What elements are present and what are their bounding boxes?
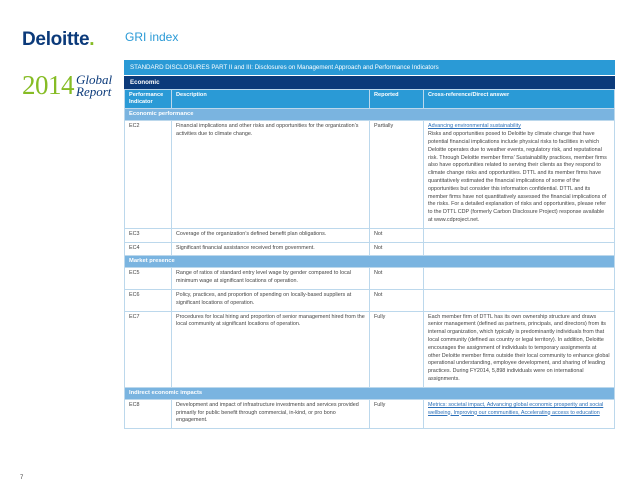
cross-reference-cell bbox=[424, 228, 615, 242]
reported-cell: Not bbox=[370, 228, 424, 242]
reported-cell: Fully bbox=[370, 311, 424, 387]
column-header-reported: Reported bbox=[370, 90, 424, 109]
reported-cell: Not bbox=[370, 268, 424, 290]
group-title: Economic performance bbox=[125, 109, 615, 121]
group-subheader bbox=[125, 109, 615, 121]
description-cell: Significant financial assistance received from government. bbox=[172, 242, 370, 256]
cross-reference-cell bbox=[424, 399, 615, 428]
description-cell: Procedures for local hiring and proportion of senior management hired from the local community at significant locations of operation. bbox=[172, 311, 370, 387]
table-row bbox=[125, 121, 615, 228]
reported-cell: Not bbox=[370, 289, 424, 311]
table-banner: STANDARD DISCLOSURES PART II and III: Disclosures on Management Approach and Performance Indicators bbox=[124, 60, 615, 75]
description-cell: Range of ratios of standard entry level wage by gender compared to local minimum wage at significant locations of operation. bbox=[172, 268, 370, 290]
global-report-year-logo bbox=[22, 72, 112, 99]
group-title: Indirect economic impacts bbox=[125, 387, 615, 399]
table-row bbox=[125, 228, 615, 242]
deloitte-logo: Deloitte. bbox=[22, 29, 95, 50]
column-header-description: Description bbox=[172, 90, 370, 109]
table-row bbox=[125, 311, 615, 387]
report-title-words: Global Report bbox=[76, 72, 113, 99]
group-title: Market presence bbox=[125, 256, 615, 268]
reported-cell: Not bbox=[370, 242, 424, 256]
description-cell: Financial implications and other risks and opportunities for the organization’s activities due to climate change. bbox=[172, 121, 370, 228]
reported-cell: Fully bbox=[370, 399, 424, 428]
cross-reference-cell bbox=[424, 121, 615, 228]
table-body bbox=[125, 109, 615, 429]
cross-reference-cell bbox=[424, 268, 615, 290]
description-cell: Coverage of the organization’s defined benefit plan obligations. bbox=[172, 228, 370, 242]
table-row bbox=[125, 268, 615, 290]
description-cell: Development and impact of infrastructure investments and services provided primarily for public benefit through commercial, in-kind, or pro bono engagement. bbox=[172, 399, 370, 428]
cross-reference-cell bbox=[424, 311, 615, 387]
indicator-cell: EC4 bbox=[125, 242, 172, 256]
table-row bbox=[125, 289, 615, 311]
indicator-cell: EC7 bbox=[125, 311, 172, 387]
section-header: Economic bbox=[124, 76, 615, 89]
cross-reference-cell bbox=[424, 242, 615, 256]
description-cell: Policy, practices, and proportion of spending on locally-based suppliers at significant locations of operation. bbox=[172, 289, 370, 311]
indicator-cell: EC6 bbox=[125, 289, 172, 311]
table-header-row bbox=[125, 90, 615, 109]
page-title: GRI index bbox=[125, 30, 179, 44]
indicator-cell: EC2 bbox=[125, 121, 172, 228]
gri-index-table-container bbox=[124, 60, 615, 429]
cross-reference-link[interactable]: Advancing environmental sustainability bbox=[428, 123, 521, 130]
column-header-indicator: Performance Indicator bbox=[125, 90, 172, 109]
cross-reference-link[interactable]: Metrics: societal impact, Advancing global economic prosperity and social wellbeing, Improving our communities, Accelerating access to education bbox=[428, 401, 604, 416]
year-number: 2014 bbox=[22, 70, 74, 100]
group-subheader bbox=[125, 256, 615, 268]
direct-answer-text: Risks and opportunities posed to Deloitte by climate change that have potential financial implications include physical risks to facilities in which Deloitte operates due to weather events, regulatory risk, and reputational risk. Through Deloitte member firms’ Sustainability practices, member firms also have opportunities related to serving their clients as they respond to climate change risks and opportunities. DTTL and its member firms have quantitatively estimated the financial implications of some of the opportunities but consider this information confidential. DTTL and its member firms have not quantitatively assessed the financial implications of the risks. For a detailed explanation of risks and opportunities, please refer to the DTTL CDP (formerly Carbon Disclosure Project) response available at www.cdproject.net. bbox=[428, 131, 607, 223]
table-row bbox=[125, 399, 615, 428]
group-subheader bbox=[125, 387, 615, 399]
direct-answer-text: Each member firm of DTTL has its own ownership structure and draws senior management (defined as partners, principals, and directors) from its internal organization, which typically is predominantly individuals from that local community (defined as country or legal territory). In addition, Deloitte encourages the assignment of individuals to temporary assignments at other Deloitte member firms outside their local community to enhance global operational understanding, employee development, and sharing of leading practices. During FY2014, 5,898 individuals were on international assignments. bbox=[428, 313, 610, 382]
cross-reference-cell bbox=[424, 289, 615, 311]
table-row bbox=[125, 242, 615, 256]
indicator-cell: EC8 bbox=[125, 399, 172, 428]
page-number: 7 bbox=[20, 475, 24, 481]
gri-index-table bbox=[124, 89, 615, 429]
indicator-cell: EC3 bbox=[125, 228, 172, 242]
column-header-cross-reference: Cross-reference/Direct answer bbox=[424, 90, 615, 109]
indicator-cell: EC5 bbox=[125, 268, 172, 290]
reported-cell: Partially bbox=[370, 121, 424, 228]
